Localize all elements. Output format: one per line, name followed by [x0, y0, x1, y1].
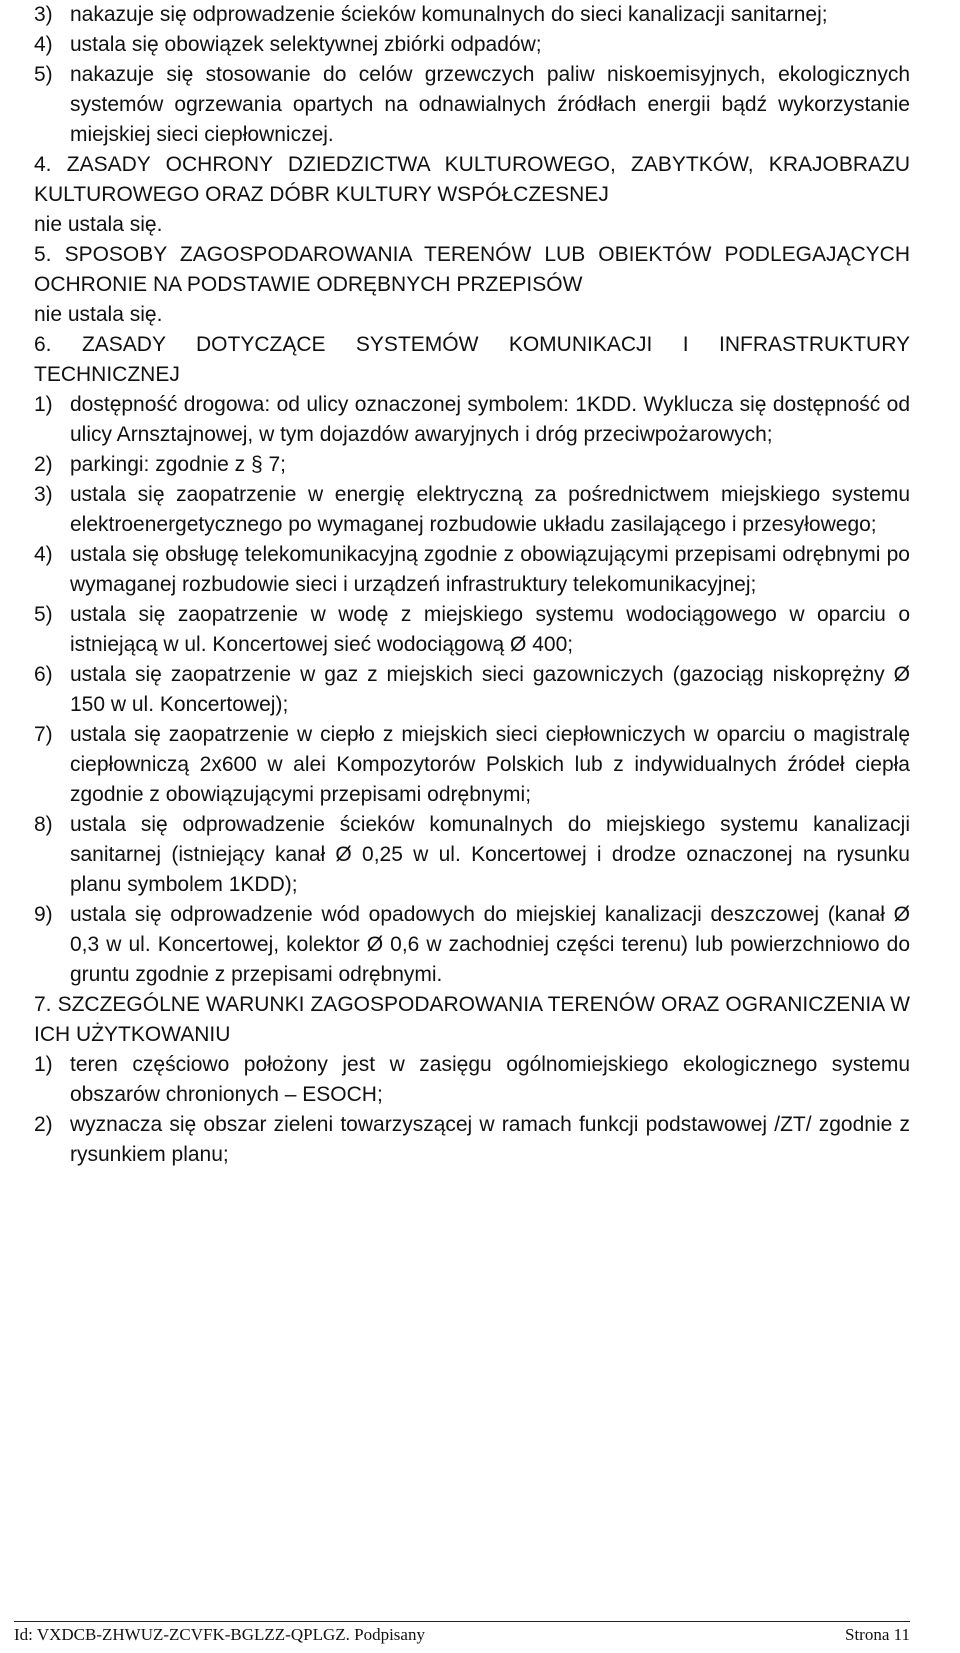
item-number: 4) — [34, 543, 53, 566]
item-text: nakazuje się odprowadzenie ścieków komunalnych do sieci kanalizacji sanitarnej; — [70, 3, 828, 26]
item-text: ustala się odprowadzenie wód opadowych do miejskiej kanalizacji deszczowej (kanał Ø 0,3 w ul. Koncertowej, kolektor Ø 0,6 w zachodniej części terenu) lub powierzchniowo do gruntu zgodnie z przepisami odrębnymi. — [70, 903, 910, 986]
item-number: 1) — [34, 1053, 53, 1076]
section-title: ZASADY DOTYCZĄCE SYSTEMÓW KOMUNIKACJI I INFRASTRUKTURY TECHNICZNEJ — [34, 333, 910, 386]
section-heading-6 — [34, 330, 910, 390]
section-heading-4 — [34, 150, 910, 210]
item-text: wyznacza się obszar zieleni towarzyszącej w ramach funkcji podstawowej /ZT/ zgodnie z rysunkiem planu; — [70, 1113, 910, 1166]
list-item — [34, 540, 910, 600]
section-number: 7. — [34, 993, 52, 1016]
item-text: dostępność drogowa: od ulicy oznaczonej symbolem: 1KDD. Wyklucza się dostępność od ulicy Arnsztajnowej, w tym dojazdów awaryjnych i dróg przeciwpożarowych; — [70, 393, 910, 446]
item-text: ustala się zaopatrzenie w energię elektryczną za pośrednictwem miejskiego systemu elektroenergetycznego po wymaganej rozbudowie układu zasilającego i przesyłowego; — [70, 483, 910, 536]
item-number: 1) — [34, 393, 53, 416]
item-number: 4) — [34, 33, 53, 56]
section-body: nie ustala się. — [34, 303, 163, 326]
item-number: 8) — [34, 813, 53, 836]
document-id: Id: VXDCB-ZHWUZ-ZCVFK-BGLZZ-QPLGZ. Podpisany — [14, 1625, 425, 1644]
list-item — [34, 660, 910, 720]
item-number: 2) — [34, 1113, 53, 1136]
item-text: ustala się zaopatrzenie w gaz z miejskich sieci gazowniczych (gazociąg niskoprężny Ø 150 w ul. Koncertowej); — [70, 663, 910, 716]
item-text: ustala się obowiązek selektywnej zbiórki odpadów; — [70, 33, 542, 56]
list-item — [34, 390, 910, 450]
footer-divider — [14, 1621, 910, 1622]
item-number: 7) — [34, 723, 53, 746]
list-item — [34, 0, 910, 30]
section-body: nie ustala się. — [34, 213, 163, 236]
item-text: parkingi: zgodnie z § 7; — [70, 453, 286, 476]
item-text: ustala się zaopatrzenie w ciepło z miejskich sieci ciepłowniczych w oparciu o magistralę ciepłowniczą 2x600 w alei Kompozytorów Polskich lub z indywidualnych źródeł ciepła zgodnie z obowiązującymi przepisami odrębnymi; — [70, 723, 910, 806]
list-item — [34, 1110, 910, 1170]
item-text: nakazuje się stosowanie do celów grzewczych paliw niskoemisyjnych, ekologicznych systemów ogrzewania opartych na odnawialnych źródłach energii bądź wykorzystanie miejskiej sieci ciepłowniczej. — [70, 63, 910, 146]
item-text: ustala się odprowadzenie ścieków komunalnych do miejskiego systemu kanalizacji sanitarnej (istniejący kanał Ø 0,25 w ul. Koncertowej i drodze oznaczonej na rysunku planu symbolem 1KDD); — [70, 813, 910, 896]
list-item — [34, 900, 910, 990]
section-number: 6. — [34, 333, 52, 356]
section-heading-5 — [34, 240, 910, 300]
item-number: 2) — [34, 453, 53, 476]
item-text: teren częściowo położony jest w zasięgu ogólnomiejskiego ekologicznego systemu obszarów chronionych – ESOCH; — [70, 1053, 910, 1106]
page-number: Strona 11 — [844, 1625, 910, 1644]
section-heading-7 — [34, 990, 910, 1050]
item-text: ustala się zaopatrzenie w wodę z miejskiego systemu wodociągowego w oparciu o istniejącą w ul. Koncertowej sieć wodociągową Ø 400; — [70, 603, 910, 656]
list-item — [34, 720, 910, 810]
list-item — [34, 600, 910, 660]
item-number: 3) — [34, 3, 53, 26]
section-title: ZASADY OCHRONY DZIEDZICTWA KULTUROWEGO, ZABYTKÓW, KRAJOBRAZU KULTUROWEGO ORAZ DÓBR KULTURY WSPÓŁCZESNEJ — [34, 153, 910, 206]
list-item — [34, 810, 910, 900]
list-item — [34, 1050, 910, 1110]
list-item — [34, 480, 910, 540]
item-number: 9) — [34, 903, 53, 926]
section-title: SPOSOBY ZAGOSPODAROWANIA TERENÓW LUB OBIEKTÓW PODLEGAJĄCYCH OCHRONIE NA PODSTAWIE ODRĘBNYCH PRZEPISÓW — [34, 243, 910, 296]
page-footer — [14, 1624, 910, 1646]
item-number: 3) — [34, 483, 53, 506]
list-item — [34, 30, 910, 60]
document-body — [34, 0, 910, 1170]
item-text: ustala się obsługę telekomunikacyjną zgodnie z obowiązującymi przepisami odrębnymi po wymaganej rozbudowie sieci i urządzeń infrastruktury telekomunikacyjnej; — [70, 543, 910, 596]
section-number: 4. — [34, 153, 52, 176]
list-item — [34, 450, 910, 480]
section-number: 5. — [34, 243, 52, 266]
item-number: 5) — [34, 63, 53, 86]
item-number: 5) — [34, 603, 53, 626]
section-title: SZCZEGÓLNE WARUNKI ZAGOSPODAROWANIA TERENÓW ORAZ OGRANICZENIA W ICH UŻYTKOWANIU — [34, 993, 910, 1046]
list-item — [34, 60, 910, 150]
item-number: 6) — [34, 663, 53, 686]
